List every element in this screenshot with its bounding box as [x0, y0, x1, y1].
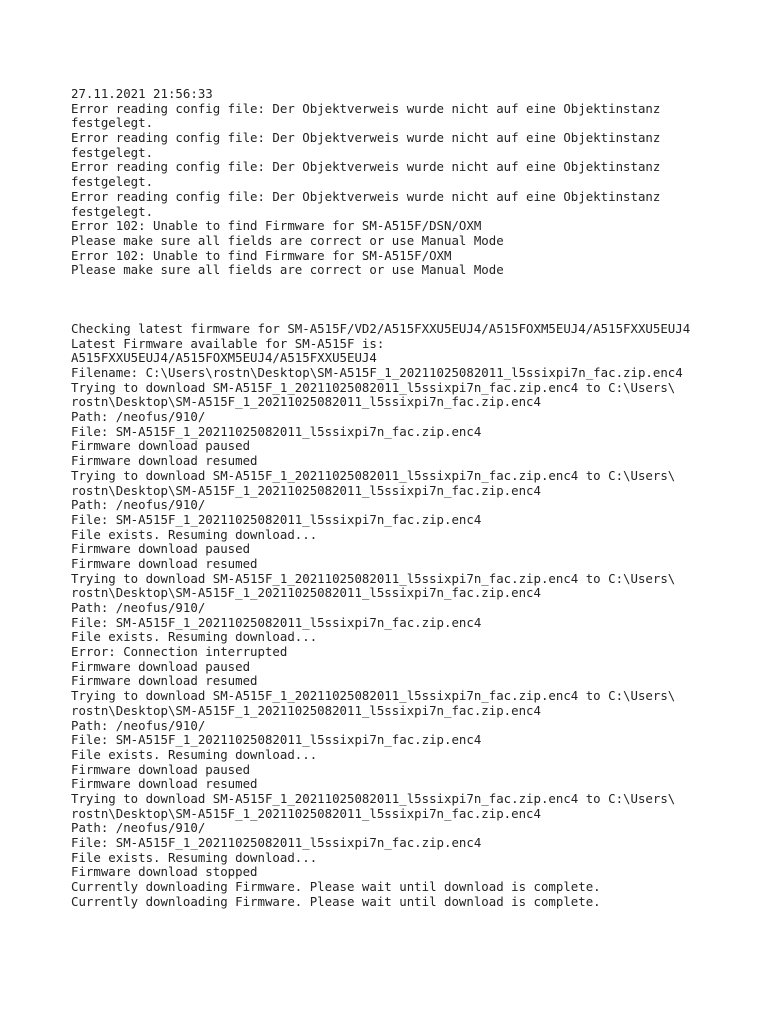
log-block-download: [71, 322, 711, 910]
log-line: festgelegt.: [71, 203, 154, 219]
log-line: festgelegt.: [71, 115, 154, 131]
log-line: Please make sure all fields are correct or use Manual Mode: [71, 262, 504, 278]
log-line: File exists. Resuming download...: [71, 526, 318, 542]
log-line: A515FXXU5EUJ4/A515FOXM5EUJ4/A515FXXU5EUJ4: [71, 350, 377, 366]
log-line: File: SM-A515F_1_20211025082011_l5ssixpi7n_fac.zip.enc4: [71, 732, 482, 748]
log-line: Trying to download SM-A515F_1_20211025082011_l5ssixpi7n_fac.zip.enc4 to C:\Users\: [71, 790, 676, 806]
blank-gap: [71, 278, 711, 322]
log-line: Path: /neofus/910/: [71, 497, 206, 513]
log-line: Path: /neofus/910/: [71, 820, 206, 836]
log-line: Currently downloading Firmware. Please wait until download is complete.: [71, 893, 601, 909]
log-line: rostn\Desktop\SM-A515F_1_20211025082011_l5ssixpi7n_fac.zip.enc4: [71, 702, 541, 718]
log-line: festgelegt.: [71, 144, 154, 160]
log-line: Firmware download resumed: [71, 555, 258, 571]
log-line: Currently downloading Firmware. Please wait until download is complete.: [71, 879, 601, 895]
log-line: Error reading config file: Der Objektverweis wurde nicht auf eine Objektinstanz: [71, 159, 661, 175]
log-line: festgelegt.: [71, 174, 154, 190]
log-line: File: SM-A515F_1_20211025082011_l5ssixpi7n_fac.zip.enc4: [71, 614, 482, 630]
log-line: Path: /neofus/910/: [71, 409, 206, 425]
log-line: File: SM-A515F_1_20211025082011_l5ssixpi7n_fac.zip.enc4: [71, 511, 482, 527]
log-line: File exists. Resuming download...: [71, 849, 318, 865]
log-line: Trying to download SM-A515F_1_20211025082011_l5ssixpi7n_fac.zip.enc4 to C:\Users\: [71, 570, 676, 586]
log-line: Firmware download paused: [71, 438, 251, 454]
log-line: Error 102: Unable to find Firmware for SM-A515F/DSN/OXM: [71, 218, 482, 234]
log-line: 27.11.2021 21:56:33: [71, 86, 213, 101]
log-line: Firmware download paused: [71, 761, 251, 777]
log-line: Trying to download SM-A515F_1_20211025082011_l5ssixpi7n_fac.zip.enc4 to C:\Users\: [71, 379, 676, 395]
log-line: rostn\Desktop\SM-A515F_1_20211025082011_l5ssixpi7n_fac.zip.enc4: [71, 805, 541, 821]
log-line: Firmware download resumed: [71, 453, 258, 469]
log-line: Error reading config file: Der Objektverweis wurde nicht auf eine Objektinstanz: [71, 188, 661, 204]
log-document: [71, 87, 711, 909]
log-line: Firmware download resumed: [71, 673, 258, 689]
log-line: rostn\Desktop\SM-A515F_1_20211025082011_l5ssixpi7n_fac.zip.enc4: [71, 394, 541, 410]
log-line: rostn\Desktop\SM-A515F_1_20211025082011_l5ssixpi7n_fac.zip.enc4: [71, 585, 541, 601]
log-line: Path: /neofus/910/: [71, 717, 206, 733]
log-line: File exists. Resuming download...: [71, 746, 318, 762]
log-line: Latest Firmware available for SM-A515F is:: [71, 335, 385, 351]
log-line: Firmware download resumed: [71, 776, 258, 792]
log-line: Checking latest firmware for SM-A515F/VD2/A515FXXU5EUJ4/A515FOXM5EUJ4/A515FXXU5EUJ4: [71, 320, 691, 336]
log-line: Error: Connection interrupted: [71, 644, 288, 660]
log-line: Please make sure all fields are correct or use Manual Mode: [71, 232, 504, 248]
log-line: Firmware download paused: [71, 658, 251, 674]
log-line: Firmware download stopped: [71, 864, 258, 880]
log-line: Trying to download SM-A515F_1_20211025082011_l5ssixpi7n_fac.zip.enc4 to C:\Users\: [71, 467, 676, 483]
log-line: Error reading config file: Der Objektverweis wurde nicht auf eine Objektinstanz: [71, 130, 661, 146]
log-line: Error 102: Unable to find Firmware for SM-A515F/OXM: [71, 247, 452, 263]
log-line: Firmware download paused: [71, 541, 251, 557]
log-line: Trying to download SM-A515F_1_20211025082011_l5ssixpi7n_fac.zip.enc4 to C:\Users\: [71, 688, 676, 704]
log-line: Filename: C:\Users\rostn\Desktop\SM-A515F_1_20211025082011_l5ssixpi7n_fac.zip.enc4: [71, 365, 683, 380]
log-line: File exists. Resuming download...: [71, 629, 318, 645]
log-line: Path: /neofus/910/: [71, 600, 206, 615]
log-line: File: SM-A515F_1_20211025082011_l5ssixpi7n_fac.zip.enc4: [71, 835, 482, 850]
log-line: Error reading config file: Der Objektverweis wurde nicht auf eine Objektinstanz: [71, 100, 661, 116]
log-line: rostn\Desktop\SM-A515F_1_20211025082011_l5ssixpi7n_fac.zip.enc4: [71, 482, 541, 498]
log-line: File: SM-A515F_1_20211025082011_l5ssixpi7n_fac.zip.enc4: [71, 423, 482, 439]
log-block-config-errors: [71, 87, 711, 278]
